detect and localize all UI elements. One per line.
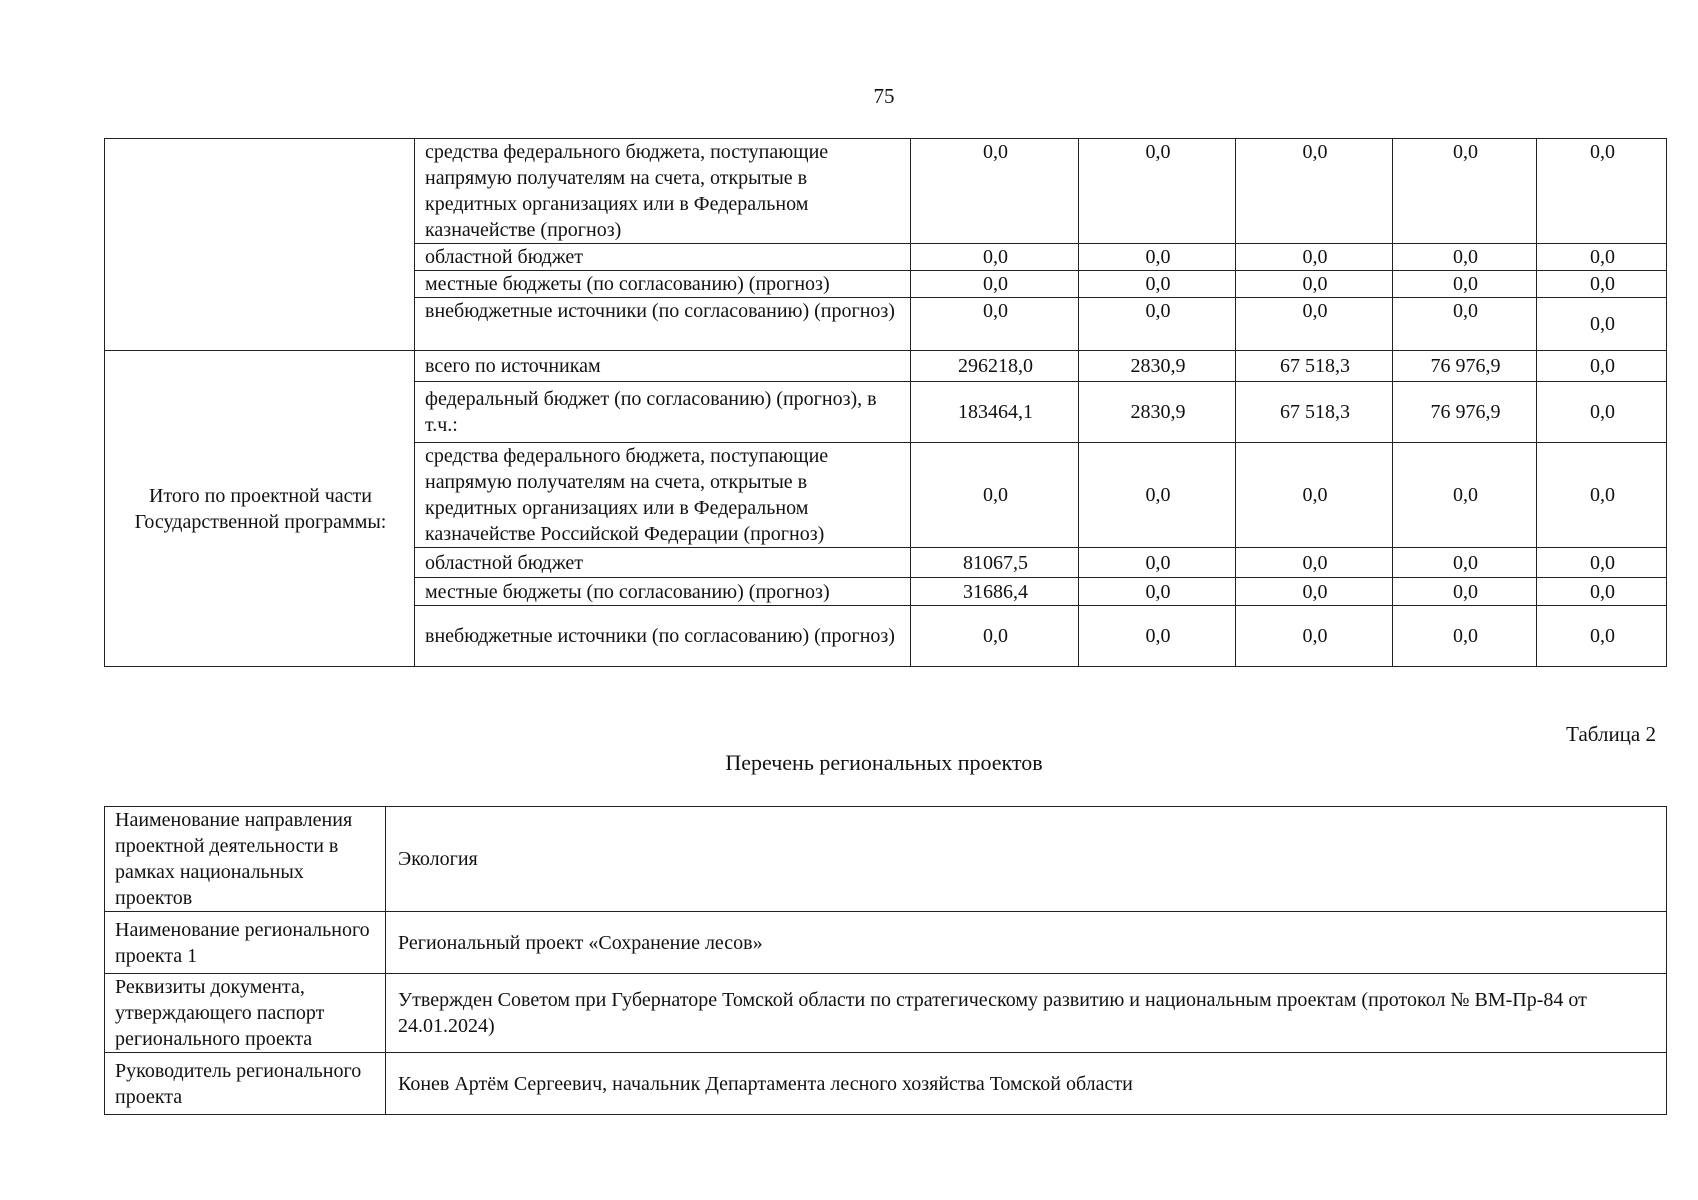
value-cell: 67 518,3 [1236,351,1393,382]
value-cell: 76 976,9 [1393,351,1537,382]
regional-projects-table [104,806,1667,1115]
value-cell: 0,0 [1537,244,1667,271]
value-cell: 31686,4 [911,578,1079,606]
row-label: Наименование регионального проекта 1 [105,912,386,974]
value-cell: 0,0 [1393,244,1537,271]
value-cell: 0,0 [1079,298,1236,351]
table-title: Перечень региональных проектов [725,750,1043,775]
value-cell: 0,0 [1236,139,1393,244]
finance-table [104,138,1667,667]
value-cell: 0,0 [911,139,1079,244]
source-label: всего по источникам [415,351,911,382]
value-cell: 0,0 [1236,298,1393,351]
row-label: Руководитель регионального проекта [105,1053,386,1115]
value-cell: 0,0 [1537,548,1667,578]
page-number: 75 [873,84,895,108]
value-cell: 0,0 [1236,578,1393,606]
value-cell: 0,0 [1236,443,1393,548]
source-label: средства федерального бюджета, поступающие напрямую получателям на счета, открытые в кредитных организациях или в Федеральном казначействе Российской Федерации (прогноз) [415,443,911,548]
value-cell: 0,0 [1537,606,1667,667]
value-cell: 0,0 [1393,139,1537,244]
row-label: Наименование направления проектной деятельности в рамках национальных проектов [105,807,386,912]
table-row [105,139,1667,244]
value-cell: 0,0 [1079,443,1236,548]
value-cell: 0,0 [1537,298,1667,351]
value-cell: 0,0 [1393,443,1537,548]
value-cell: 0,0 [1537,578,1667,606]
value-cell: 0,0 [1393,298,1537,351]
value-cell: 0,0 [911,298,1079,351]
source-label: внебюджетные источники (по согласованию) (прогноз) [415,606,911,667]
value-cell: 0,0 [1236,271,1393,298]
value-cell: 76 976,9 [1393,382,1537,443]
source-label: местные бюджеты (по согласованию) (прогноз) [415,578,911,606]
value-cell: 0,0 [1393,578,1537,606]
table-row [105,912,1667,974]
value-cell: 0,0 [1236,244,1393,271]
value-cell: 67 518,3 [1236,382,1393,443]
value-cell: 0,0 [1079,578,1236,606]
source-label: внебюджетные источники (по согласованию) (прогноз) [415,298,911,351]
value-cell: 0,0 [1393,606,1537,667]
value-cell: 2830,9 [1079,351,1236,382]
value-cell: 0,0 [1079,271,1236,298]
group-cell-empty [105,139,415,351]
value-cell: 0,0 [911,443,1079,548]
value-cell: 81067,5 [911,548,1079,578]
value-cell: 0,0 [1236,606,1393,667]
row-value: Утвержден Советом при Губернаторе Томской области по стратегическому развитию и национальным проектам (протокол № ВМ-Пр-84 от 24.01.2024) [386,974,1667,1053]
source-label: местные бюджеты (по согласованию) (прогноз) [415,271,911,298]
row-label: Реквизиты документа, утверждающего паспорт регионального проекта [105,974,386,1053]
table-row [105,351,1667,382]
value-cell: 2830,9 [1079,382,1236,443]
value-cell: 0,0 [1236,548,1393,578]
value-cell: 0,0 [911,271,1079,298]
value-cell: 296218,0 [911,351,1079,382]
value-cell: 0,0 [1537,382,1667,443]
table-row [105,974,1667,1053]
value-cell: 183464,1 [911,382,1079,443]
value-cell: 0,0 [1537,271,1667,298]
row-value: Конев Артём Сергеевич, начальник Департамента лесного хозяйства Томской области [386,1053,1667,1115]
table-row [105,807,1667,912]
value-cell: 0,0 [911,606,1079,667]
value-cell: 0,0 [1537,443,1667,548]
row-value: Экология [386,807,1667,912]
group-label: Итого по проектной части Государственной программы: [105,351,415,667]
row-value: Региональный проект «Сохранение лесов» [386,912,1667,974]
value-cell: 0,0 [1079,606,1236,667]
value-cell: 0,0 [1393,548,1537,578]
value-cell: 0,0 [1079,139,1236,244]
value-cell: 0,0 [911,244,1079,271]
table-caption: Таблица 2 [1566,722,1656,746]
value-cell: 0,0 [1537,351,1667,382]
source-label: федеральный бюджет (по согласованию) (прогноз), в т.ч.: [415,382,911,443]
value-cell: 0,0 [1537,139,1667,244]
source-label: областной бюджет [415,548,911,578]
table-row [105,1053,1667,1115]
value-cell: 0,0 [1079,548,1236,578]
source-label: областной бюджет [415,244,911,271]
value-cell: 0,0 [1079,244,1236,271]
value-cell: 0,0 [1393,271,1537,298]
source-label: средства федерального бюджета, поступающие напрямую получателям на счета, открытые в кредитных организациях или в Федеральном казначействе (прогноз) [415,139,911,244]
